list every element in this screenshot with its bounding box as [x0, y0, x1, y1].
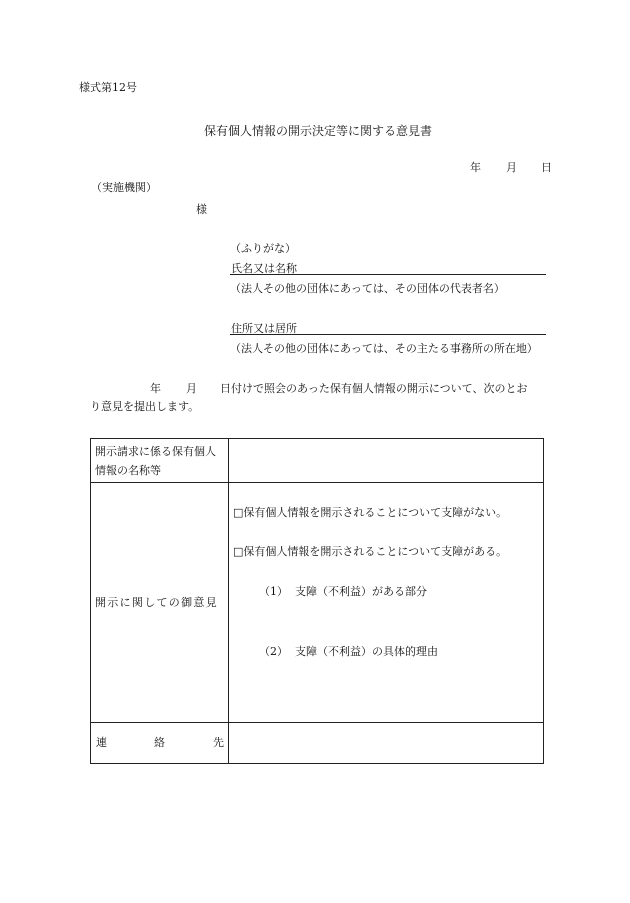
recipient-honorific: 様: [196, 203, 207, 216]
address-note: （法人その他の団体にあっては、その主たる事務所の所在地）: [230, 342, 538, 355]
sub-item-1-text: 支障（不利益）がある部分: [295, 585, 427, 598]
contact-label-char-1: 連: [96, 736, 107, 749]
date-year: 年: [470, 161, 481, 174]
opinion-table: [90, 438, 544, 764]
option-no-objection: □保有個人情報を開示されることについて支障がない。: [233, 506, 508, 519]
address-label: 住所又は居所: [231, 322, 297, 335]
date-month: 月: [506, 161, 517, 174]
opinion-label: 開示に関しての御意見: [95, 596, 218, 609]
name-label: 氏名又は名称: [231, 262, 297, 275]
sub-item-2-text: 支障（不利益）の具体的理由: [295, 645, 438, 658]
body-text-line2: り意見を提出します。: [90, 400, 200, 413]
sub-item-2-number: （2）: [259, 645, 288, 658]
info-name-label-line1: 開示請求に係る保有個人: [95, 445, 216, 458]
info-name-label-line2: 情報の名称等: [95, 464, 161, 477]
address-underline: [230, 334, 546, 335]
contact-label-char-3: 先: [213, 736, 224, 749]
contact-label-char-2: 絡: [154, 736, 165, 749]
column-divider: [228, 439, 229, 763]
name-note: （法人その他の団体にあっては、その団体の代表者名）: [230, 282, 505, 295]
page-title: 保有個人情報の開示決定等に関する意見書: [204, 124, 433, 138]
body-text-line1: 日付けで照会のあった保有個人情報の開示について、次のとお: [220, 382, 528, 395]
date-day: 日: [541, 161, 552, 174]
form-number: 様式第12号: [79, 81, 137, 94]
name-underline: [230, 274, 546, 275]
body-month: 月: [186, 382, 197, 395]
option-objection: □保有個人情報を開示されることについて支障がある。: [233, 545, 508, 558]
sub-item-1-number: （1）: [259, 585, 288, 598]
recipient-org: （実施機関）: [91, 181, 157, 194]
row-divider-1: [91, 482, 543, 483]
body-year: 年: [150, 382, 161, 395]
furigana-label: （ふりがな）: [230, 242, 296, 255]
row-divider-2: [91, 722, 543, 723]
